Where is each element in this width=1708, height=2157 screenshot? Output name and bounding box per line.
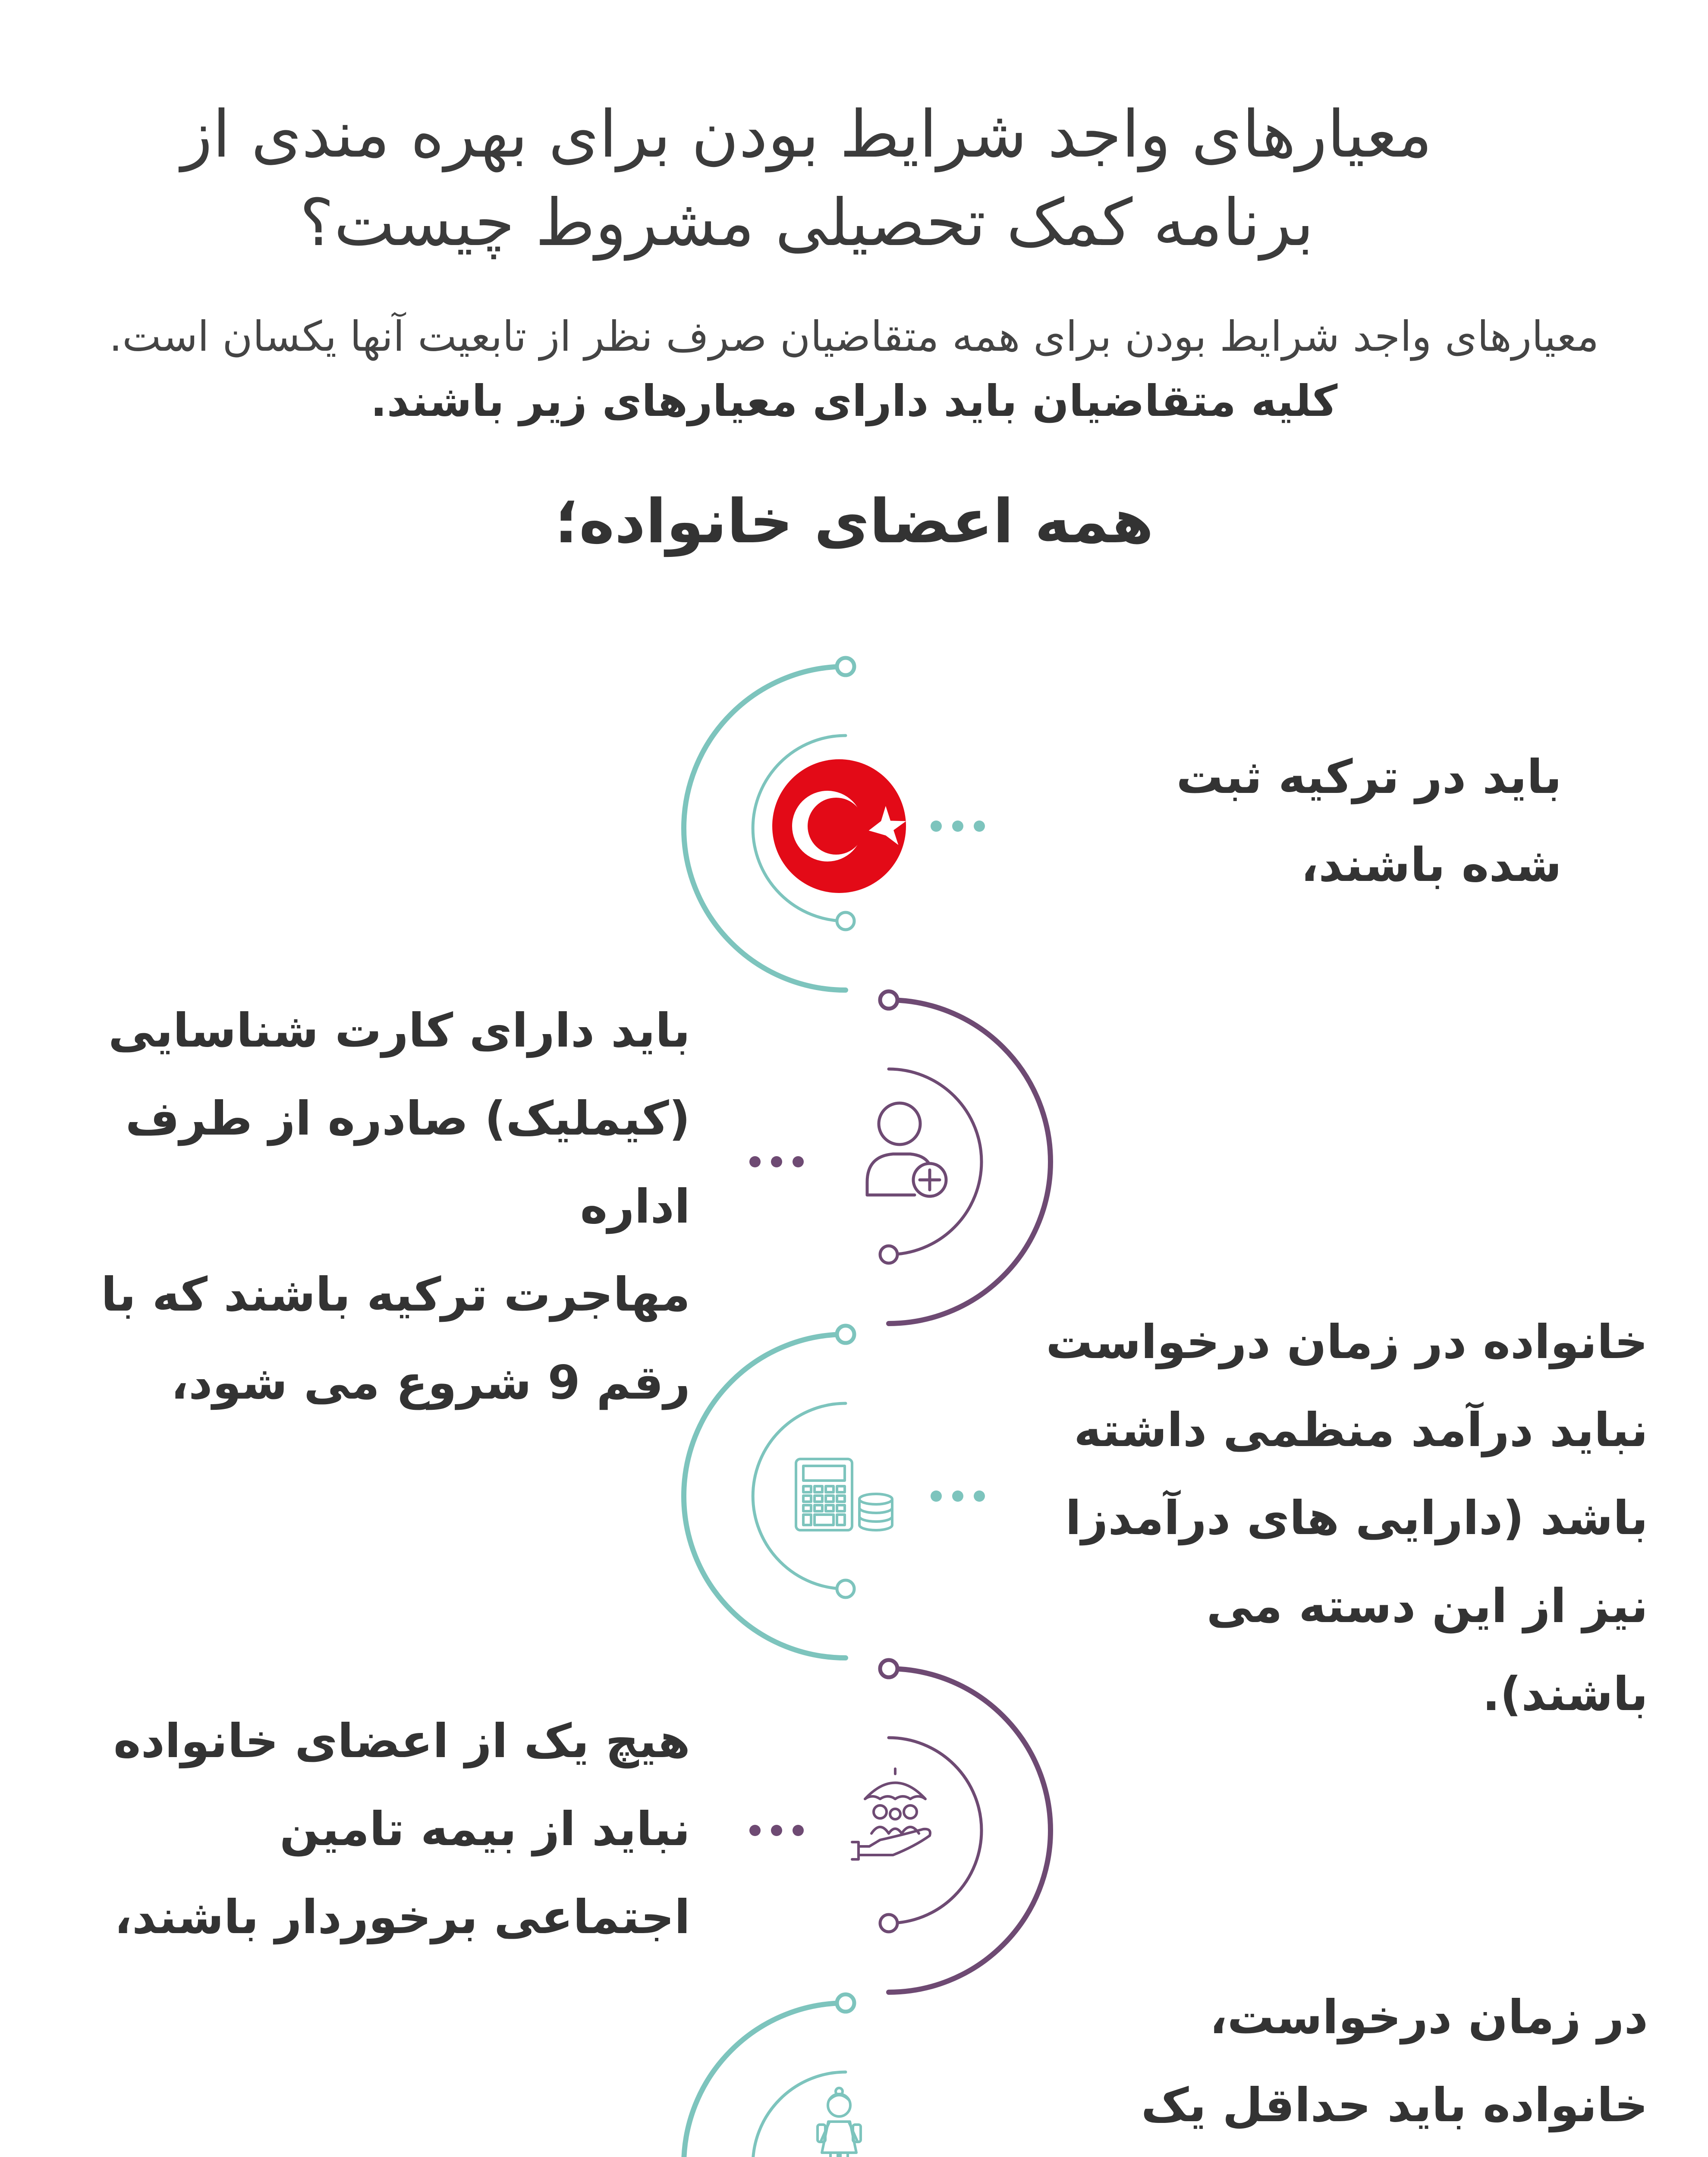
arc-node bbox=[837, 1326, 854, 1343]
title-line-1: معیارهای واجد شرایط بودن برای بهره مندی از bbox=[181, 97, 1432, 172]
criterion-line: نیز از این دسته می باشند). bbox=[1206, 1579, 1648, 1721]
dots-connector-1 bbox=[931, 821, 985, 832]
dots-connector-3 bbox=[931, 1490, 985, 1502]
criterion-line: هیچ یک از اعضای خانواده bbox=[113, 1714, 690, 1768]
outer-arc-5 bbox=[684, 2003, 846, 2157]
schoolgirl-icon bbox=[818, 2088, 861, 2157]
criterion-line: (کیملیک) صادره از طرف اداره bbox=[125, 1092, 690, 1234]
criterion-line: اجتماعی برخوردار باشند، bbox=[114, 1890, 690, 1944]
section-subtitle: همه اعضای خانواده؛ bbox=[554, 487, 1154, 557]
arc-node bbox=[837, 658, 854, 675]
criterion-line bbox=[1044, 2150, 1648, 2157]
criterion-3-text bbox=[1044, 1299, 1648, 1739]
criterion-line: شده باشند، bbox=[1301, 838, 1562, 892]
criterion-line: باید در ترکیه ثبت bbox=[1176, 750, 1562, 804]
arc-node bbox=[837, 1994, 854, 2012]
criterion-line: نباید درآمد منظمی داشته bbox=[1074, 1403, 1648, 1457]
arc-node bbox=[837, 1580, 854, 1597]
arc-node bbox=[880, 1660, 897, 1677]
criterion-line: رقم 9 شروع می شود، bbox=[171, 1356, 690, 1410]
intro-text-bold: کلیه متقاضیان باید دارای معیارهای زیر باشند. bbox=[370, 376, 1338, 426]
user-plus-icon bbox=[867, 1103, 946, 1196]
criterion-line: در زمان درخواست، bbox=[1209, 1990, 1648, 2044]
turkey-flag-icon bbox=[772, 759, 912, 893]
criterion-1-text bbox=[1044, 733, 1562, 909]
inner-arc-2 bbox=[889, 1069, 981, 1255]
criterion-4-text bbox=[69, 1698, 690, 1962]
outer-arc-2 bbox=[889, 1000, 1051, 1324]
dots-connector-4 bbox=[749, 1825, 804, 1836]
criterion-line: باید دارای کارت شناسایی bbox=[108, 1004, 690, 1058]
arc-node bbox=[837, 912, 854, 930]
criterion-2-text bbox=[69, 987, 690, 1427]
criterion-line: مهاجرت ترکیه باشند که با bbox=[101, 1268, 690, 1322]
dots-connector-2 bbox=[749, 1156, 804, 1167]
criterion-line: خانواده باید حداقل یک bbox=[1141, 2078, 1648, 2132]
criterion-line: نباید از بیمه تامین bbox=[280, 1802, 690, 1856]
criterion-line: خانواده در زمان درخواست bbox=[1046, 1315, 1648, 1369]
arc-node bbox=[880, 1246, 897, 1263]
criterion-line: باشد (دارایی های درآمدزا bbox=[1065, 1491, 1648, 1545]
title-line-2: برنامه کمک تحصیلی مشروط چیست؟ bbox=[299, 186, 1314, 261]
arc-node bbox=[880, 1915, 897, 1932]
arc-node bbox=[880, 991, 897, 1009]
criterion-5-text bbox=[1044, 1974, 1648, 2157]
calculator-coins-icon bbox=[796, 1459, 892, 1530]
outer-arc-4 bbox=[889, 1669, 1051, 1992]
intro-text: معیارهای واجد شرایط بودن برای همه متقاضیان صرف نظر از تابعیت آنها یکسان است. bbox=[109, 312, 1599, 361]
umbrella-family-icon bbox=[852, 1769, 930, 1859]
